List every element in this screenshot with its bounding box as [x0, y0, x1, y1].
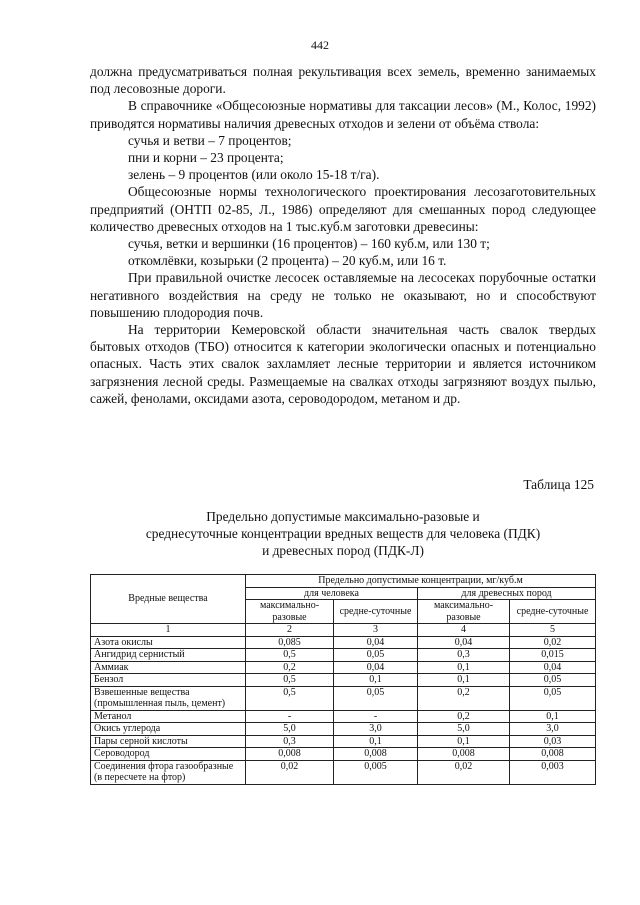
- concentration-value: -: [246, 710, 334, 723]
- list-item: сучья, ветки и вершинки (16 процентов) – 160 куб.м, или 130 т;: [128, 236, 490, 252]
- substance-name: Метанол: [91, 710, 246, 723]
- concentration-value: 0,05: [510, 674, 596, 687]
- column-number-row: [91, 624, 596, 637]
- substance-name: Взвешенные вещества (промышленная пыль, цемент): [91, 686, 246, 710]
- paragraph-4: При правильной очистке лесосек оставляемые на лесосеках порубочные остатки негативного воздействия на среду не только не оказывают, но и способствуют повышению плодородия почв.: [90, 270, 596, 320]
- concentration-value: 3,0: [510, 723, 596, 736]
- column-number: 2: [246, 624, 334, 637]
- concentration-value: 0,5: [246, 649, 334, 662]
- list-item: зелень – 9 процентов (или около 15-18 т/га).: [128, 167, 380, 183]
- list-item: пни и корни – 23 процента;: [128, 150, 284, 166]
- substance-name: Пары серной кислоты: [91, 735, 246, 748]
- table-row: [91, 760, 596, 784]
- concentration-value: 0,1: [418, 661, 510, 674]
- concentration-value: 0,1: [510, 710, 596, 723]
- paragraph-2: В справочнике «Общесоюзные нормативы для таксации лесов» (М., Колос, 1992) приводятся нормативы наличия древесных отходов и зелени от объёма ствола:: [90, 98, 596, 131]
- concentration-value: 0,05: [334, 686, 418, 710]
- table-title-line: и древесных пород (ПДК-Л): [262, 543, 424, 558]
- table-row: [91, 661, 596, 674]
- concentration-value: 0,008: [418, 748, 510, 761]
- concentration-value: 0,5: [246, 686, 334, 710]
- concentration-value: 0,2: [246, 661, 334, 674]
- concentration-value: 0,3: [246, 735, 334, 748]
- table-title-line: среднесуточные концентрации вредных веществ для человека (ПДК): [145, 526, 541, 541]
- column-number: 5: [510, 624, 596, 637]
- concentration-value: 0,02: [246, 760, 334, 784]
- concentration-value: 0,2: [418, 686, 510, 710]
- substance-name: Бензол: [91, 674, 246, 687]
- concentration-value: 0,05: [510, 686, 596, 710]
- header-avg: средне-суточные: [510, 600, 596, 624]
- substance-name: Аммиак: [91, 661, 246, 674]
- table-row: [91, 748, 596, 761]
- column-number: 3: [334, 624, 418, 637]
- paragraph-5: На территории Кемеровской области значительная часть свалок твердых бытовых отходов (ТБО) относится к категории экологически опасных и потенциально опасных. Часть этих свалок захламляет лесные территории и является источником загрязнения лесной среды. Размещаемые на свалках отходы загрязняют воздух пылью, сажей, фенолами, оксидами азота, сероводородом, метаном и др.: [90, 322, 596, 406]
- concentration-value: 5,0: [246, 723, 334, 736]
- concentration-value: 3,0: [334, 723, 418, 736]
- concentration-value: 5,0: [418, 723, 510, 736]
- concentration-value: 0,008: [510, 748, 596, 761]
- concentration-value: 0,04: [510, 661, 596, 674]
- table-row: [91, 735, 596, 748]
- paragraph-1: должна предусматриваться полная рекультивация всех земель, временно занимаемых под лесовозные дороги.: [90, 64, 596, 97]
- concentration-value: 0,04: [418, 636, 510, 649]
- table-row: [91, 636, 596, 649]
- concentration-value: 0,008: [246, 748, 334, 761]
- concentration-value: 0,1: [418, 735, 510, 748]
- concentration-value: 0,02: [418, 760, 510, 784]
- concentration-value: 0,5: [246, 674, 334, 687]
- concentration-value: 0,1: [334, 674, 418, 687]
- concentration-value: 0,085: [246, 636, 334, 649]
- concentration-value: 0,1: [334, 735, 418, 748]
- table-row: [91, 686, 596, 710]
- header-tree: для древесных пород: [418, 587, 596, 600]
- substance-name: Ангидрид сернистый: [91, 649, 246, 662]
- concentration-value: 0,008: [334, 748, 418, 761]
- substance-name: Окись углерода: [91, 723, 246, 736]
- list-item: откомлёвки, козырьки (2 процента) – 20 куб.м, или 16 т.: [128, 253, 447, 269]
- concentration-value: 0,02: [510, 636, 596, 649]
- substance-name: Сероводород: [91, 748, 246, 761]
- table-title: [90, 508, 596, 559]
- table-title-line: Предельно допустимые максимально-разовые и: [206, 509, 480, 524]
- list-item: сучья и ветви – 7 процентов;: [128, 132, 292, 148]
- concentration-value: 0,3: [418, 649, 510, 662]
- concentration-value: 0,015: [510, 649, 596, 662]
- paragraph-3: Общесоюзные нормы технологического проектирования лесозаготовительных предприятий (ОНТП 02-85, Л., 1986) определяют для смешанных пород следующее количество древесных отходов на 1 тыс.куб.м заготовки древесины:: [90, 184, 596, 234]
- concentration-value: 0,05: [334, 649, 418, 662]
- column-number: 4: [418, 624, 510, 637]
- table-row: [91, 674, 596, 687]
- substance-name: Соединения фтора газообразные (в пересчете на фтор): [91, 760, 246, 784]
- header-group: Предельно допустимые концентрации, мг/куб.м: [246, 575, 596, 588]
- table-row: [91, 710, 596, 723]
- header-max: максимально-разовые: [246, 600, 334, 624]
- concentration-value: 0,04: [334, 636, 418, 649]
- page-number: 442: [311, 38, 329, 52]
- column-number: 1: [91, 624, 246, 637]
- concentration-value: 0,04: [334, 661, 418, 674]
- concentration-value: 0,005: [334, 760, 418, 784]
- concentration-value: 0,03: [510, 735, 596, 748]
- header-max: максимально-разовые: [418, 600, 510, 624]
- concentration-table: [90, 574, 596, 785]
- concentration-value: 0,2: [418, 710, 510, 723]
- concentration-value: 0,003: [510, 760, 596, 784]
- concentration-value: -: [334, 710, 418, 723]
- body-text: [90, 63, 596, 407]
- table-row: [91, 649, 596, 662]
- table-label: Таблица 125: [523, 477, 594, 492]
- table-row: [91, 723, 596, 736]
- header-avg: средне-суточные: [334, 600, 418, 624]
- header-human: для человека: [246, 587, 418, 600]
- substance-name: Азота окислы: [91, 636, 246, 649]
- header-substance: Вредные вещества: [91, 575, 246, 624]
- concentration-value: 0,1: [418, 674, 510, 687]
